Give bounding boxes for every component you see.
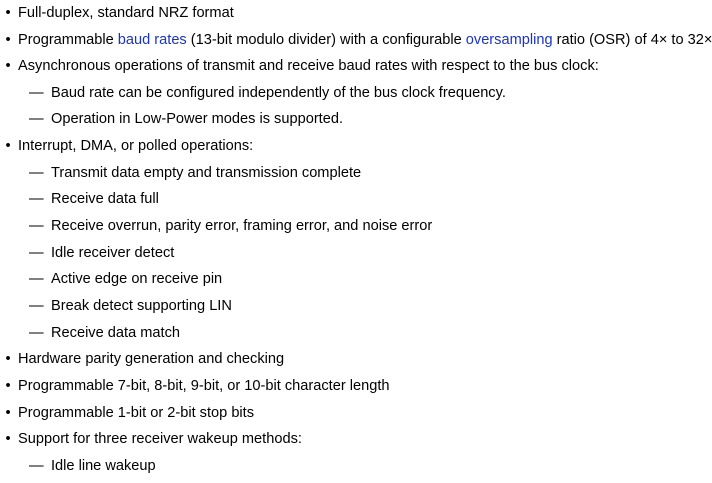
bullet-marker: • <box>5 351 11 367</box>
oversampling-link[interactable]: oversampling <box>465 32 553 48</box>
sub-list-item-text: Active edge on receive pin <box>51 271 223 287</box>
sub-list-item-text: Break detect supporting LIN <box>51 298 232 314</box>
text-run: (13-bit modulo divider) with a configurable <box>186 32 466 48</box>
bullet-marker: • <box>5 405 11 421</box>
dash-marker: — <box>29 191 44 207</box>
sub-list-item-text: Operation in Low-Power modes is supported. <box>51 111 344 127</box>
sub-list-item-text: Baud rate can be configured independently of the bus clock frequency. <box>51 85 506 101</box>
sub-list-item-text: Receive overrun, parity error, framing error, and noise error <box>51 218 433 234</box>
list-item-text: Programmable 7-bit, 8-bit, 9-bit, or 10-bit character length <box>18 378 390 394</box>
dash-marker: — <box>29 458 44 474</box>
dash-marker: — <box>29 271 44 287</box>
sub-list-item-text: Idle line wakeup <box>51 458 156 474</box>
sub-list-item-text: Transmit data empty and transmission complete <box>51 165 362 181</box>
dash-marker: — <box>29 325 44 341</box>
list-item-text: Hardware parity generation and checking <box>18 351 285 367</box>
dash-marker: — <box>29 218 44 234</box>
bullet-marker: • <box>5 58 11 74</box>
list-item-text: Programmable 1-bit or 2-bit stop bits <box>18 405 255 421</box>
list-item-text: Asynchronous operations of transmit and receive baud rates with respect to the bus clock: <box>18 58 599 74</box>
bullet-marker: • <box>5 5 11 21</box>
bullet-marker: • <box>5 32 11 48</box>
list-item-text: Full-duplex, standard NRZ format <box>18 5 234 21</box>
bullet-marker: • <box>5 378 11 394</box>
bullet-marker: • <box>5 138 11 154</box>
list-item-text <box>18 30 712 50</box>
dash-marker: — <box>29 85 44 101</box>
text-run: ratio (OSR) of 4× to 32× <box>552 32 712 48</box>
sub-list-item-text: Idle receiver detect <box>51 245 175 261</box>
dash-marker: — <box>29 111 44 127</box>
baud-rates-link[interactable]: baud rates <box>117 32 187 48</box>
list-item-text: Interrupt, DMA, or polled operations: <box>18 138 254 154</box>
dash-marker: — <box>29 298 44 314</box>
sub-list-item-text: Receive data match <box>51 325 180 341</box>
bullet-marker: • <box>5 431 11 447</box>
list-item-text: Support for three receiver wakeup methods: <box>18 431 302 447</box>
text-run: Programmable <box>18 32 118 48</box>
sub-list-item-text: Receive data full <box>51 191 159 207</box>
dash-marker: — <box>29 245 44 261</box>
dash-marker: — <box>29 165 44 181</box>
